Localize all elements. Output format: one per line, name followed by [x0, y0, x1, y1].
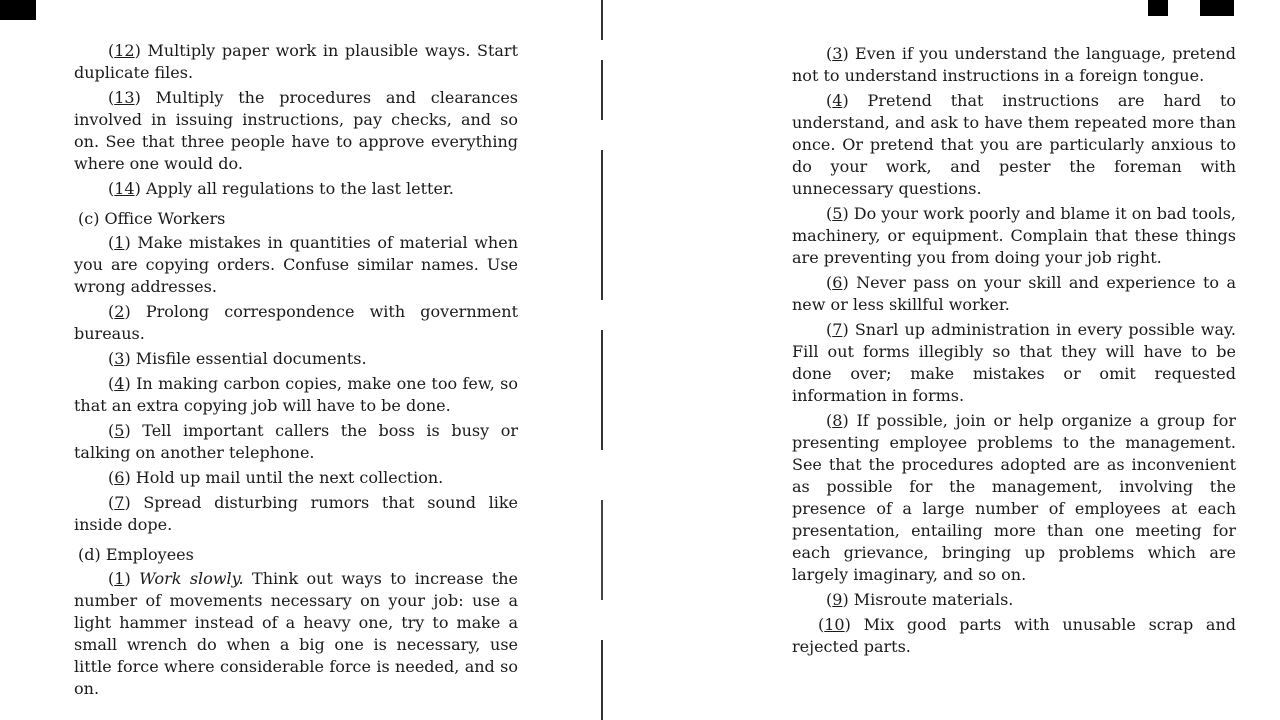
office-item-7: (7) Spread disturbing rumors that sound like inside dope. [74, 493, 518, 534]
item-text: Multiply the procedures and clearances involved in issuing instructions, pay checks, and so on. See that three people have to approve everything where one would do. [74, 88, 519, 173]
item-number: 10 [824, 615, 845, 634]
item-12: (12) Multiply paper work in plausible ways. Start duplicate files. [74, 41, 519, 82]
right-column [792, 43, 1236, 658]
item-13: (13) Multiply the procedures and clearances involved in issuing instructions, pay checks, and so on. See that three people have to approve everything where one would do. [74, 88, 519, 173]
item-number: 4 [114, 374, 125, 393]
item-emphasis: Work slowly. [139, 569, 244, 588]
office-item-1: (1) Make mistakes in quantities of material when you are copying orders. Confuse similar names. Use wrong addresses. [74, 233, 519, 296]
office-item-6: (6) Hold up mail until the next collection. [108, 468, 444, 487]
section-heading-office-workers [78, 208, 518, 230]
item-14: (14) Apply all regulations to the last letter. [108, 179, 454, 198]
employee-item-3: (3) Even if you understand the language, pretend not to understand instructions in a foreign tongue. [792, 44, 1237, 85]
office-item-2: (2) Prolong correspondence with government bureaus. [74, 302, 518, 343]
item-text: Mix good parts with unusable scrap and rejected parts. [792, 615, 1236, 656]
item-number: 4 [832, 91, 843, 110]
item-number: 12 [114, 41, 135, 60]
item-text: Misfile essential documents. [135, 349, 367, 368]
employee-item-9: (9) Misroute materials. [826, 590, 1014, 609]
page-gutter [601, 0, 603, 720]
office-item-4: (4) In making carbon copies, make one too few, so that an extra copying job will have to be done. [74, 374, 519, 415]
scan-mark-top-right-2 [1200, 0, 1234, 16]
item-number: 9 [832, 590, 843, 609]
item-number: 13 [114, 88, 135, 107]
item-text: Never pass on your skill and experience to a new or less skillful worker. [792, 273, 1236, 314]
item-text: Even if you understand the language, pretend not to understand instructions in a foreign tongue. [792, 44, 1237, 85]
item-number: 14 [114, 179, 135, 198]
item-number: 7 [832, 320, 843, 339]
item-number: 3 [832, 44, 843, 63]
item-text: Think out ways to increase the number of movements necessary on your job: use a light hammer instead of a heavy one, try to make a small wrench do when a big one is necessary, use little force where considerable force is needed, and so on. [74, 569, 519, 698]
section-label: (c) [78, 209, 100, 228]
employee-item-4: (4) Pretend that instructions are hard to understand, and ask to have them repeated more than once. Or pretend that you are particularly anxious to do your work, and pester the foreman with unnecessary questions. [792, 91, 1236, 198]
item-text: Misroute materials. [853, 590, 1014, 609]
section-heading-employees [78, 544, 518, 566]
employee-item-8: (8) If possible, join or help organize a group for presenting employee problems to the management. See that the procedures adopted are as inconvenient as possible for the management, involving the presence of a large number of employees at each presentation, entailing more than one meeting for each grievance, bringing up problems which are largely imaginary, and so on. [792, 411, 1237, 584]
item-number: 1 [114, 233, 125, 252]
left-column [74, 40, 518, 700]
item-number: 7 [114, 493, 125, 512]
item-text: Hold up mail until the next collection. [135, 468, 444, 487]
item-number: 6 [832, 273, 843, 292]
office-item-3: (3) Misfile essential documents. [108, 349, 367, 368]
section-title: Office Workers [104, 209, 226, 228]
item-number: 5 [114, 421, 125, 440]
item-number: 8 [832, 411, 843, 430]
employee-item-7: (7) Snarl up administration in every possible way. Fill out forms illegibly so that they will have to be done over; make mistakes or omit requested information in forms. [792, 320, 1237, 405]
item-text: Spread disturbing rumors that sound like inside dope. [74, 493, 518, 534]
item-text: Pretend that instructions are hard to understand, and ask to have them repeated more than once. Or pretend that you are particularly anxious to do your work, and pester the foreman with unnecessary questions. [792, 91, 1236, 198]
item-number: 2 [114, 302, 125, 321]
item-text: If possible, join or help organize a group for presenting employee problems to the management. See that the procedures adopted are as inconvenient as possible for the management, involving the presence of a large number of employees at each presentation, entailing more than one meeting for each grievance, bringing up problems which are largely imaginary, and so on. [792, 411, 1237, 584]
item-text: Prolong correspondence with government bureaus. [74, 302, 518, 343]
scan-mark-top-left [0, 0, 36, 20]
item-number: 5 [832, 204, 843, 223]
employee-item-1: (1) Work slowly. Think out ways to increase the number of movements necessary on your job: use a light hammer instead of a heavy one, try to make a small wrench do when a big one is necessary, use little force where considerable force is needed, and so on. [74, 569, 519, 698]
item-text: Snarl up administration in every possible way. Fill out forms illegibly so that they will have to be done over; make mistakes or omit requested information in forms. [792, 320, 1237, 405]
scan-mark-top-right-1 [1148, 0, 1168, 16]
item-number: 1 [114, 569, 125, 588]
employee-item-6: (6) Never pass on your skill and experience to a new or less skillful worker. [792, 273, 1236, 314]
item-number: 6 [114, 468, 125, 487]
item-text: Tell important callers the boss is busy or talking on another telephone. [74, 421, 519, 462]
item-text: In making carbon copies, make one too few, so that an extra copying job will have to be done. [74, 374, 519, 415]
item-text: Do your work poorly and blame it on bad tools, machinery, or equipment. Complain that these things are preventing you from doing your job right. [792, 204, 1236, 267]
item-text: Make mistakes in quantities of material when you are copying orders. Confuse similar names. Use wrong addresses. [74, 233, 519, 296]
item-number: 3 [114, 349, 125, 368]
section-title: Employees [105, 545, 194, 564]
employee-item-10: (10) Mix good parts with unusable scrap and rejected parts. [792, 615, 1236, 656]
section-label: (d) [78, 545, 101, 564]
item-text: Apply all regulations to the last letter. [145, 179, 454, 198]
employee-item-5: (5) Do your work poorly and blame it on bad tools, machinery, or equipment. Complain that these things are preventing you from doing your job right. [792, 204, 1236, 267]
office-item-5: (5) Tell important callers the boss is busy or talking on another telephone. [74, 421, 519, 462]
item-text: Multiply paper work in plausible ways. Start duplicate files. [74, 41, 519, 82]
